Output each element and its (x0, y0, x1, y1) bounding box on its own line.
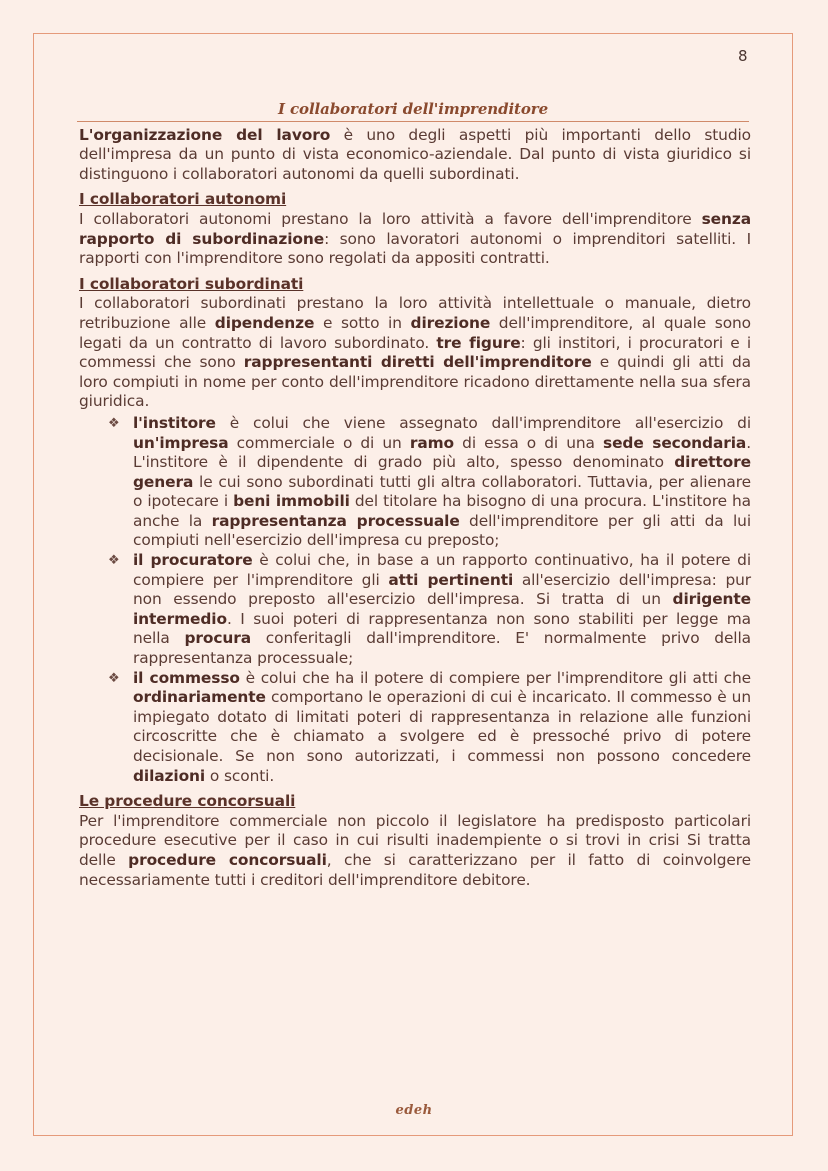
diamond-bullet-icon: ❖ (108, 670, 120, 686)
term: direttore genera (133, 453, 751, 491)
term: dilazioni (133, 766, 206, 785)
paragraph-subordinati (79, 294, 751, 412)
text: . L'institore è il dipendente di grado più alto, spesso denominato (133, 433, 751, 472)
document-body (79, 100, 751, 890)
text: : gli institori, i procuratori e i commessi che sono (79, 333, 752, 372)
diamond-bullet-icon: ❖ (108, 415, 120, 431)
term: un'impresa (133, 433, 229, 452)
term-procedure-concorsuali: procedure concorsuali (128, 850, 327, 869)
heading-autonomi: I collaboratori autonomi (79, 190, 287, 209)
text: : sono lavoratori autonomi o imprenditori satelliti. I rapporti con l'imprenditore sono regolati da appositi contratti. (79, 229, 752, 268)
text: è colui che ha il potere di compiere per l'imprenditore gli atti che (239, 668, 751, 687)
paragraph-autonomi (79, 210, 751, 269)
term-commesso: il commesso (133, 668, 240, 687)
term-institore: l'institore (133, 413, 216, 432)
text: conferitagli dall'imprenditore. E' normalmente privo della rappresentanza processuale; (133, 629, 751, 668)
heading-procedure: Le procedure concorsuali (79, 792, 296, 811)
intro-text: è uno degli aspetti più importanti dello studio dell'impresa da un punto di vista economico-aziendale. Dal punto di vista giuridico si distinguono i collaboratori autonomi da quelli subordinati. (79, 125, 751, 183)
paragraph-procedure (79, 812, 751, 890)
text: e quindi gli atti da loro compiuti in nome per conto dell'imprenditore ricadono direttamente nella sua sfera giuridica. (79, 353, 752, 411)
term: dirigente intermedio (133, 590, 751, 628)
text: commerciale o di un (228, 433, 410, 452)
text: di essa o di una (454, 433, 604, 452)
text: Per l'imprenditore commerciale non piccolo il legislatore ha predisposto particolari procedure esecutive per il caso in cui risulti inadempiente o si trovi in crisi Si tratta delle (79, 811, 751, 869)
text: I collaboratori autonomi prestano la loro attività a favore dell'imprenditore (79, 209, 702, 228)
term: rappresentanza processuale (211, 511, 460, 530)
intro-paragraph (79, 126, 751, 185)
text: , che si caratterizzano per il fatto di coinvolgere necessariamente tutti i creditori dell'imprenditore debitore. (79, 850, 751, 889)
term-organizzazione: L'organizzazione del lavoro (79, 125, 331, 144)
term: ramo (409, 433, 455, 452)
term: sede secondaria (603, 433, 747, 452)
page-number: 8 (738, 47, 748, 65)
term-direzione: direzione (410, 313, 491, 332)
author-signature: edeh (395, 1103, 433, 1118)
text: e sotto in (314, 313, 411, 332)
term: beni immobili (233, 492, 350, 511)
term: procura (184, 629, 252, 648)
diamond-bullet-icon: ❖ (108, 553, 120, 569)
text: è colui che, in base a un rapporto continuativo, ha il potere di compiere per l'imprenditore gli (133, 551, 751, 589)
text: . I suoi poteri di rappresentanza non sono stabiliti per legge ma nella (133, 609, 751, 648)
text: o sconti. (205, 766, 275, 785)
list-item-procuratore (108, 551, 751, 669)
text: è colui che viene assegnato dall'imprenditore all'esercizio di (215, 413, 751, 432)
text: dell'imprenditore, al quale sono legati da un contratto di lavoro subordinato. (79, 313, 751, 352)
text: I collaboratori subordinati prestano la loro attività intellettuale o manuale, dietro retribuzione alle (79, 294, 751, 332)
text: dell'imprenditore per gli atti da lui compiuti nell'esercizio dell'impresa cu preposto; (133, 511, 751, 550)
term: atti pertinenti (388, 570, 514, 589)
heading-subordinati: I collaboratori subordinati (79, 274, 304, 293)
term-subordinazione: senza rapporto di subordinazione (79, 209, 751, 248)
term: ordinariamente (133, 688, 266, 707)
list-item-institore (108, 413, 752, 551)
list-item-commesso (108, 668, 751, 787)
term-procuratore: il procuratore (133, 551, 253, 570)
figure-list (79, 414, 751, 786)
term-dipendenze: dipendenze (214, 313, 315, 332)
text: le cui sono subordinati tutti gli altra collaboratori. Tuttavia, per alienare o ipotecare i (133, 472, 751, 511)
document-title: I collaboratori dell'imprenditore (77, 100, 749, 122)
text: del titolare ha bisogno di una procura. L'institore ha anche la (133, 492, 752, 530)
term-rappresentanti: rappresentanti diretti dell'imprenditore (243, 353, 592, 372)
term-tre-figure: tre figure (436, 333, 521, 352)
text: comportano le operazioni di cui è incaricato. Il commesso è un impiegato dotato di limitati poteri di rappresentanza in relazione alle funzioni circoscritte che è chiamato a svolgere ed è pressoché privo di potere decisionale. Se non sono autorizzati, i commessi non possono concedere (133, 688, 751, 765)
text: all'esercizio dell'impresa: pur non essendo preposto all'esercizio dell'impresa. Si tratta di un (133, 570, 751, 609)
